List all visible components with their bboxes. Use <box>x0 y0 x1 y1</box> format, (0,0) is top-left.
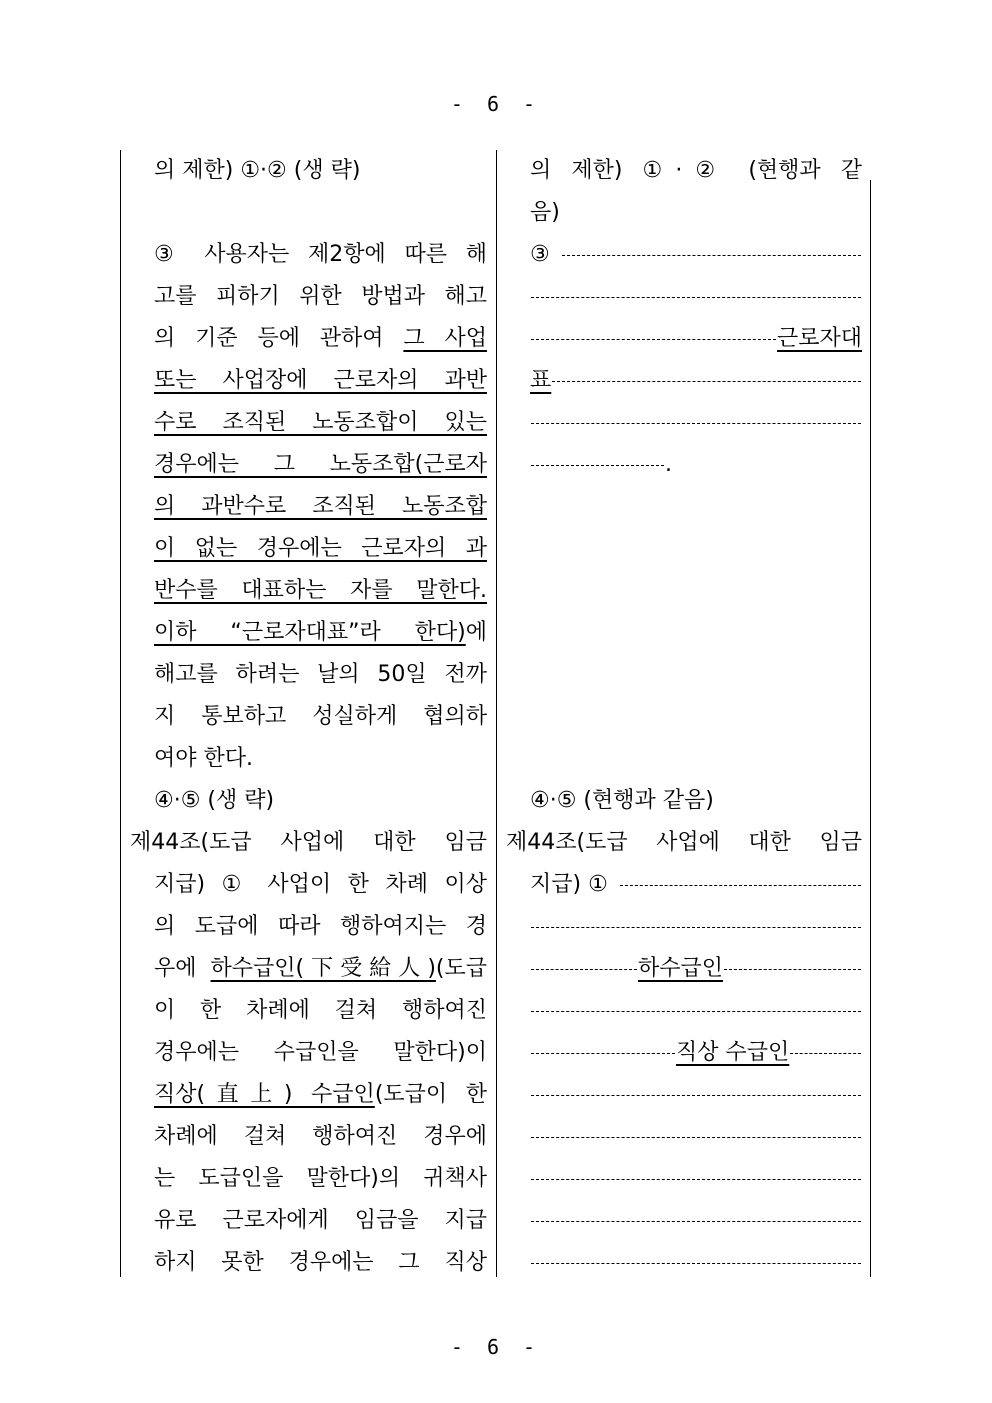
text-line: 직상(直上) 수급인(도급이 한 <box>154 1082 487 1107</box>
dash-line <box>530 276 862 318</box>
underlined-amendment: 경우에는 그 노동조합(근로자 <box>154 452 487 477</box>
dash-line <box>530 906 862 948</box>
dash-line <box>530 990 862 1032</box>
page-number-bottom: - 6 - <box>450 1335 542 1359</box>
dash-line: 지급) ① <box>530 864 862 906</box>
underlined-amendment: 이 없는 경우에는 근로자의 과 <box>154 536 487 561</box>
text-line: 의 제한) ①·② (현행과 같 <box>530 158 862 183</box>
dash-line: . <box>530 444 672 486</box>
text-line: 의 도급에 따라 행하여지는 경 <box>154 914 487 939</box>
column-divider <box>496 150 497 1277</box>
dash-line <box>530 948 862 990</box>
text-line: 지 통보하고 성실하게 협의하 <box>154 704 487 729</box>
text-line: 음) <box>530 200 560 225</box>
underlined-amendment: 표 <box>530 368 552 393</box>
dash-line <box>530 1074 862 1116</box>
text-line: 지급) ① 사업이 한 차례 이상 <box>154 872 487 897</box>
text-line: 경우에는 수급인을 말한다)이 <box>154 1040 487 1065</box>
article-heading: 제44조(도급 사업에 대한 임금 <box>130 830 487 855</box>
text-line: 고를 피하기 위한 방법과 해고 <box>154 284 487 309</box>
text-line: ④·⑤ (생 략) <box>154 788 275 813</box>
dash-line <box>530 1116 862 1158</box>
text-line: 의 기준 등에 관하여 그 사업 <box>154 326 487 351</box>
underlined-amendment: 근로자대 <box>776 326 862 351</box>
underlined-amendment: 또는 사업장에 근로자의 과반 <box>154 368 487 393</box>
dash-line <box>530 1200 862 1242</box>
underlined-amendment: 이하 “근로자대표”라 한다) <box>154 620 466 645</box>
text-line: ③ 사용자는 제2항에 따른 해 <box>154 242 487 267</box>
article-heading: 제44조(도급 사업에 대한 임금 <box>506 830 862 855</box>
underlined-amendment: 직상(直上) 수급인 <box>154 1082 375 1107</box>
text-line: 의 제한) ①·② (생 략) <box>154 158 361 183</box>
text-line: 우에 하수급인(下受給人)(도급 <box>154 956 487 981</box>
dash-line <box>530 402 862 444</box>
dash-line <box>530 1032 862 1074</box>
underlined-amendment: 반수를 대표하는 자를 말한다. <box>154 578 487 603</box>
text-line: 해고를 하려는 날의 50일 전까 <box>154 662 487 687</box>
underlined-amendment: 의 과반수로 조직된 노동조합 <box>154 494 487 519</box>
dash-line <box>530 360 862 402</box>
text-line: 유로 근로자에게 임금을 지급 <box>154 1208 487 1233</box>
text-line: 이 한 차례에 걸쳐 행하여진 <box>154 998 487 1023</box>
dash-line <box>530 1242 862 1284</box>
right-border <box>870 180 871 1277</box>
text-line: 여야 한다. <box>154 746 253 771</box>
left-border <box>120 150 121 1277</box>
underlined-amendment: 수로 조직된 노동조합이 있는 <box>154 410 487 435</box>
underlined-amendment: 그 사업 <box>403 326 487 351</box>
dash-line <box>530 1158 862 1200</box>
text-line: 하지 못한 경우에는 그 직상 <box>154 1250 487 1275</box>
dash-line: ③ <box>530 234 862 276</box>
dash-line <box>530 318 862 360</box>
underlined-amendment: 직상 수급인 <box>676 1040 790 1065</box>
text-line: 차례에 걸쳐 행하여진 경우에 <box>154 1124 487 1149</box>
underlined-amendment: 하수급인 <box>638 956 724 981</box>
text-line: ④·⑤ (현행과 같음) <box>530 788 714 813</box>
text-line: 이하 “근로자대표”라 한다)에 <box>154 620 487 645</box>
page-number-top: - 6 - <box>450 92 542 116</box>
text-line: 는 도급인을 말한다)의 귀책사 <box>154 1166 487 1191</box>
underlined-amendment: 하수급인(下受給人) <box>210 956 436 981</box>
